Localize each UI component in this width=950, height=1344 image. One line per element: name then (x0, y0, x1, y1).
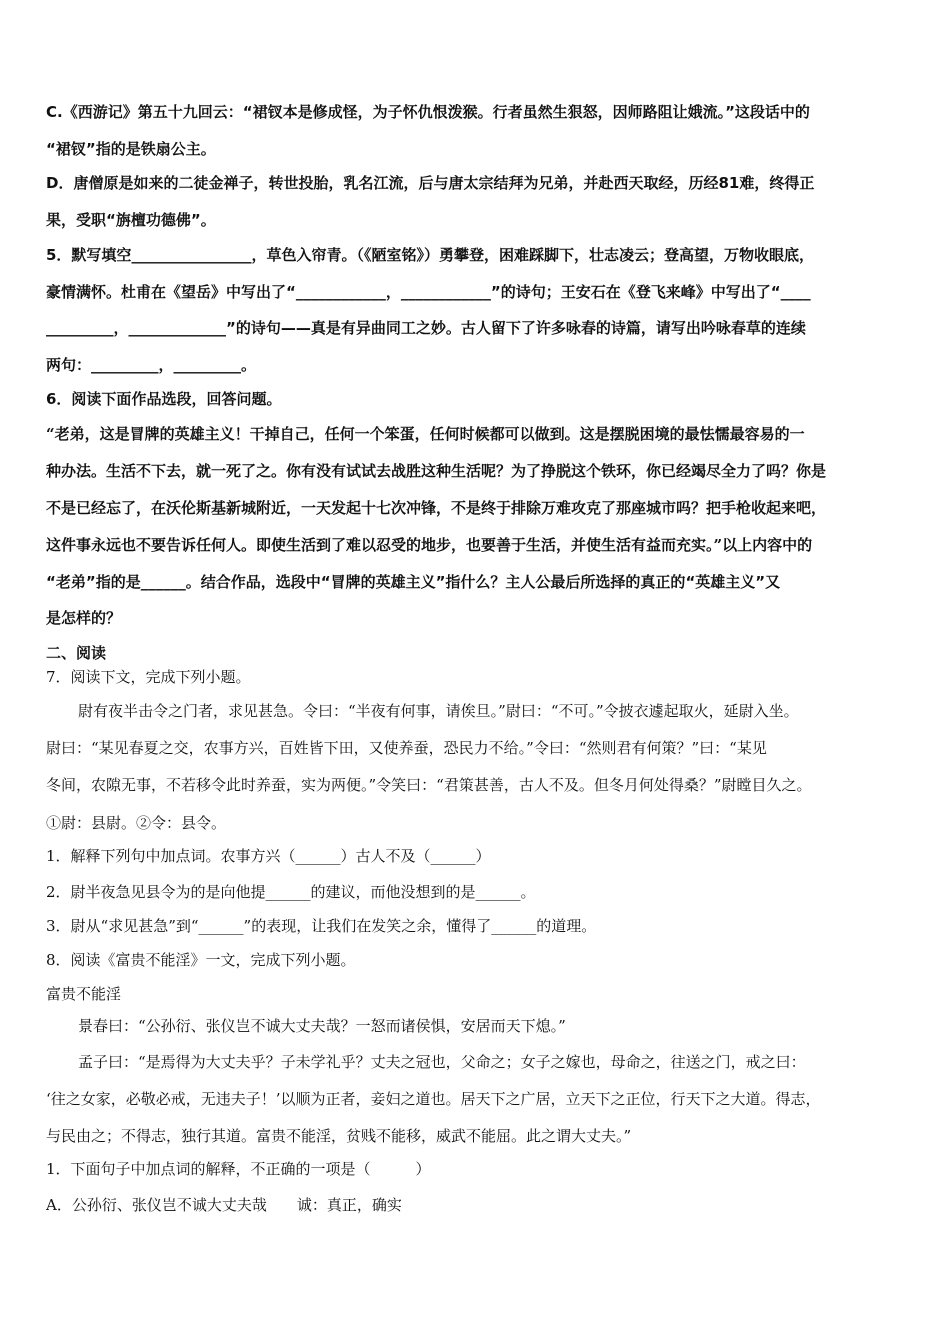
passage-8-line-1: 景春曰：“公孙衍、张仪岂不诚大丈夫哉？一怒而诸侯惧，安居而天下熄。” (78, 1017, 566, 1035)
option-c-line-1: C.《西游记》第五十九回云：“裙钗本是修成怪，为子怀仇恨泼猴。行者虽然生狠怒，因师路阻让娥流。”这段话中的 (46, 103, 810, 121)
question-8-title: 8．阅读《富贵不能淫》一文，完成下列小题。 (46, 951, 356, 969)
question-8-1: 1．下面句子中加点词的解释，不正确的一项是（ ） (46, 1160, 431, 1178)
passage-7-line-1: 尉有夜半击令之门者，求见甚急。令曰：“半夜有何事，请俟旦。”尉曰：“不可。”令披衣遽起取火，延尉入坐。 (78, 702, 799, 720)
passage-6-line-1: “老弟，这是冒牌的英雄主义！干掉自己，任何一个笨蛋，任何时候都可以做到。这是摆脱困境的最怯懦最容易的一 (46, 425, 805, 443)
question-7-2: 2．尉半夜急见县令为的是向他提______的建议，而他没想到的是______。 (46, 883, 536, 901)
passage-8-title: 富贵不能淫 (46, 985, 122, 1003)
passage-6-line-4: 这件事永远也不要告诉任何人。即使生活到了难以忍受的地步，也要善于生活，并使生活有益而充实。”以上内容中的 (46, 536, 813, 554)
question-5-line-3: _________，_____________”的诗句——真是有异曲同工之妙。古人留下了许多咏春的诗篇，请写出吟咏春草的连续 (46, 319, 806, 337)
question-7-3: 3．尉从“求见甚急”到“______”的表现，让我们在发笑之余，懂得了______的道理。 (46, 917, 597, 935)
question-7-title: 7．阅读下文，完成下列小题。 (46, 668, 251, 686)
question-8-1-option-a: A．公孙衍、张仪岂不诚大丈夫哉 诚：真正，确实 (46, 1196, 402, 1214)
passage-6-line-3: 不是已经忘了，在沃伦斯基新城附近，一天发起十七次冲锋，不是终于排除万难攻克了那座城市吗？把手枪收起来吧， (46, 499, 827, 517)
question-6-line-5: “老弟”指的是______。结合作品，选段中“冒牌的英雄主义”指什么？主人公最后所选择的真正的“英雄主义”又 (46, 573, 781, 591)
question-7-1: 1．解释下列句中加点词。农事方兴（______）古人不及（______） (46, 847, 491, 865)
question-5-line-1: 5．默写填空________________，草色入帘青。（《陋室铭》）勇攀登，困难踩脚下，壮志凌云；登高望，万物收眼底， (46, 246, 814, 264)
passage-8-line-4: 与民由之；不得志，独行其道。富贵不能淫，贫贱不能移，威武不能屈。此之谓大丈夫。” (46, 1127, 632, 1145)
option-c-line-2: “裙钗”指的是铁扇公主。 (46, 140, 216, 158)
passage-6-line-2: 种办法。生活不下去，就一死了之。你有没有试试去战胜这种生活呢？为了挣脱这个铁环，你已经竭尽全力了吗？你是 (46, 462, 827, 480)
passage-7-line-2: 尉曰：“某见春夏之交，农事方兴，百姓皆下田，又使养蚕，恐民力不给。”令曰：“然则君有何策？”曰：“某见 (46, 739, 767, 757)
passage-8-line-3: ‘往之女家，必敬必戒，无违夫子！’以顺为正者，妾妇之道也。居天下之广居，立天下之正位，行天下之大道。得志， (46, 1090, 821, 1108)
passage-7-notes: ①尉：县尉。②令：县令。 (46, 814, 227, 832)
passage-8-line-2: 孟子曰：“是焉得为大丈夫乎？子未学礼乎？丈夫之冠也，父命之；女子之嫁也，母命之，往送之门，戒之曰： (78, 1053, 806, 1071)
section-title-reading: 二、阅读 (46, 644, 107, 662)
option-d-line-2: 果，受职“旃檀功德佛”。 (46, 211, 216, 229)
option-d-line-1: D．唐僧原是如来的二徒金禅子，转世投胎，乳名江流，后与唐太宗结拜为兄弟，并赴西天取经，历经81难，终得正 (46, 174, 815, 192)
question-6-line-6: 是怎样的？ (46, 609, 122, 627)
question-6-title: 6．阅读下面作品选段，回答问题。 (46, 390, 282, 408)
passage-7-line-3: 冬间，农隙无事，不若移令此时养蚕，实为两便。”令笑曰：“君策甚善，古人不及。但冬月何处得桑？”尉瞠目久之。 (46, 776, 812, 794)
question-5-line-2: 豪情满怀。杜甫在《望岳》中写出了“____________，____________”的诗句；王安石在《登飞来峰》中写出了“____ (46, 283, 811, 301)
question-5-line-4: 两句：_________，_________。 (46, 356, 257, 374)
